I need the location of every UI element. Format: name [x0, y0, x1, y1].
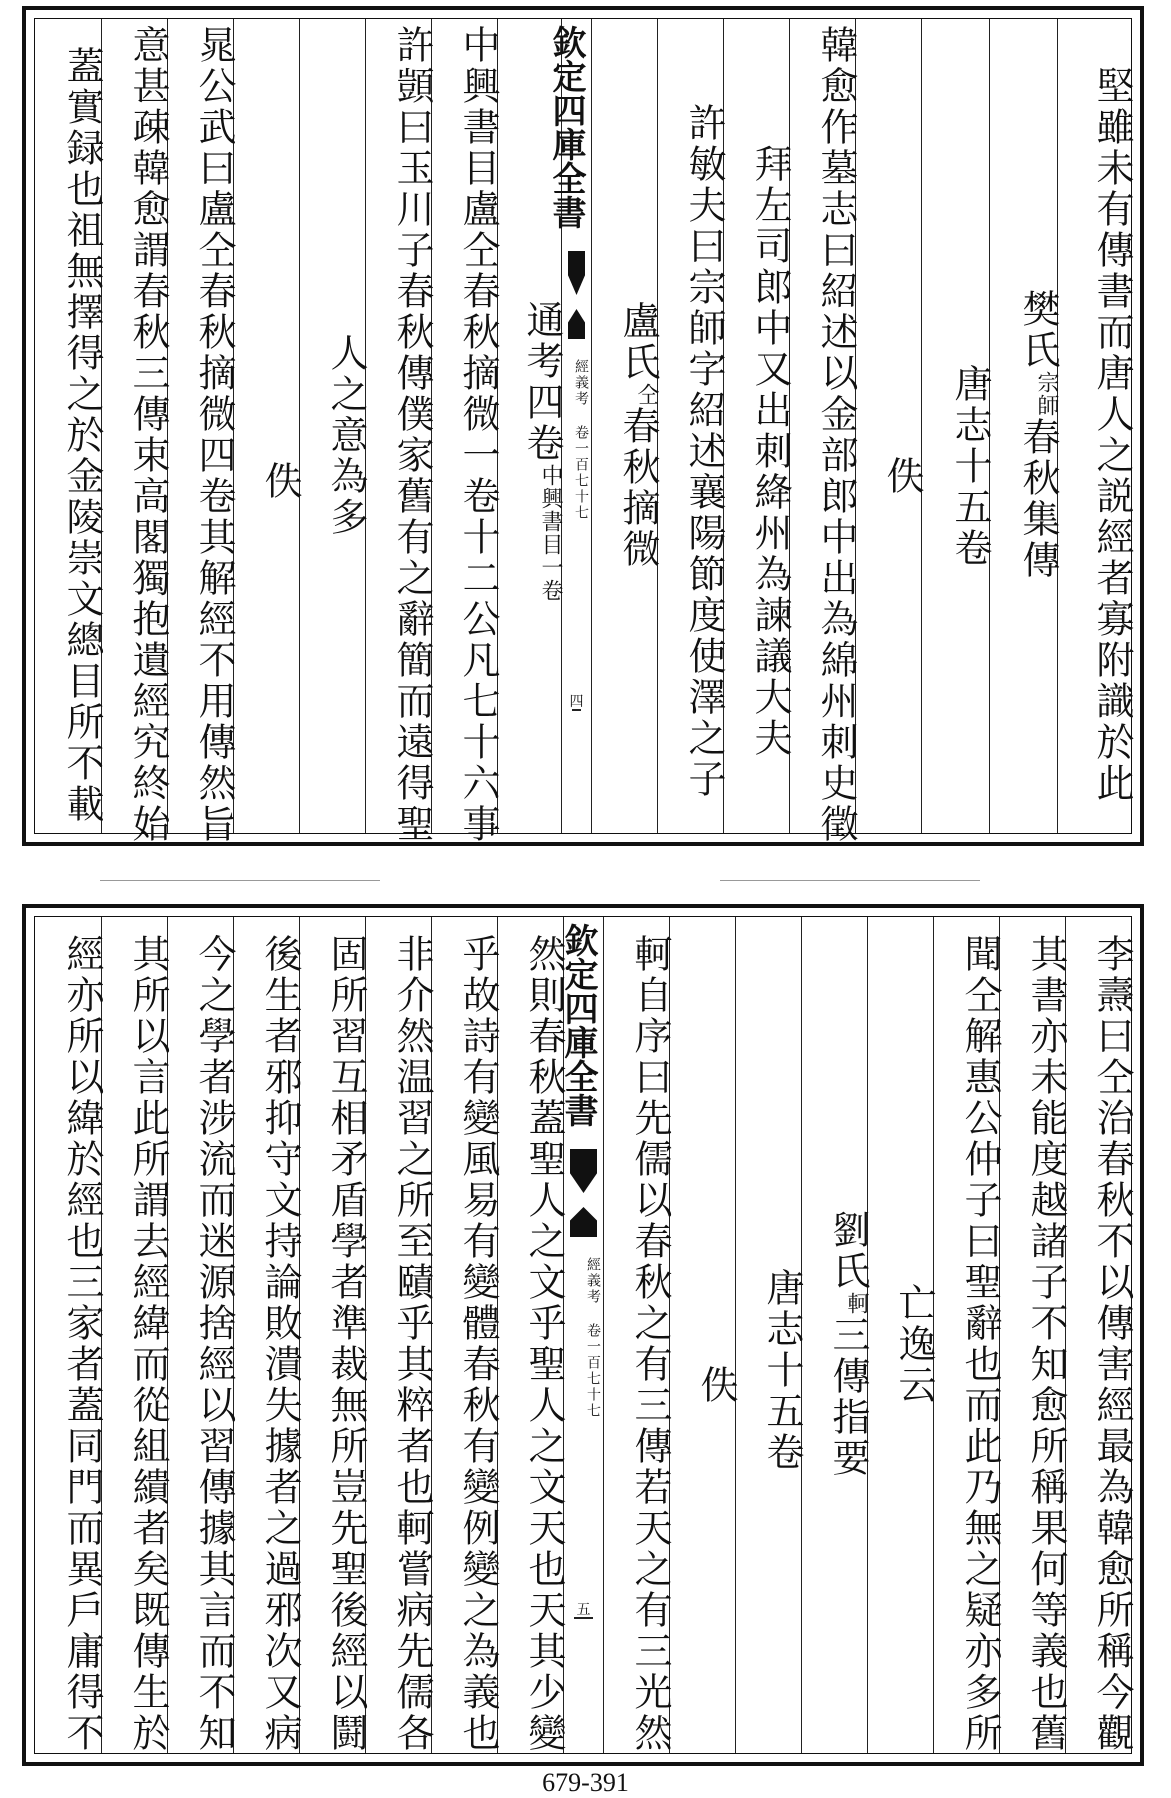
center-volume: 經義考 卷一百七十七	[585, 1257, 601, 1419]
fishtail-ornament	[570, 1207, 597, 1237]
text-column: 唐志十五卷	[735, 917, 801, 1753]
text-column: 唐志十五卷	[921, 19, 989, 833]
fishtail-ornament	[570, 1149, 597, 1193]
text-column: 其書亦未能度越諸子不知愈所稱果何等義也舊	[999, 917, 1065, 1753]
text-column: 堅雖未有傳書而唐人之説經者寡附識於此	[1057, 19, 1131, 833]
text-column: 中興書目盧仝春秋摘微一卷十二公凡七十六事	[431, 19, 497, 833]
lower-page-grid	[34, 916, 1132, 1754]
text-column: 然則春秋蓋聖人之文乎聖人之文天也天其少變	[497, 917, 563, 1753]
text-column: 盧氏 仝 春秋摘微	[591, 19, 657, 833]
text-column: 其所以言此所謂去經緯而從組繢者矣既傳生於	[101, 917, 167, 1753]
text-column: 軻自序曰先儒以春秋之有三傳若天之有三光然	[603, 917, 669, 1753]
center-page-number: 四	[569, 694, 584, 710]
center-volume: 經義考 卷一百七十七	[573, 359, 589, 521]
center-title: 欽定四庫全書	[558, 923, 598, 1127]
page-footer-number: 679-391	[542, 1768, 629, 1797]
scan-artifact-line	[100, 880, 380, 881]
text-column: 人之意為多	[299, 19, 365, 833]
text-column: 意甚疎韓愈謂春秋三傳束高閣獨抱遺經究終始	[101, 19, 167, 833]
text-column: 韓愈作墓志曰紹述以金部郎中出為綿州刺史徵	[789, 19, 855, 833]
text-column: 今之學者涉流而迷源捨經以習傳據其言而不知	[167, 917, 233, 1753]
text-column: 拜左司郎中又出刺絳州為諫議大夫	[723, 19, 789, 833]
upper-page-grid	[34, 18, 1134, 845]
center-fold	[558, 917, 603, 1753]
text-column: 固所習互相矛盾學者準裁無所豈先聖後經以鬪	[299, 917, 365, 1753]
text-column: 聞仝解惠公仲子曰聖辭也而此乃無之疑亦多所	[933, 917, 999, 1753]
text-column: 非介然温習之所至賾乎其粹者也軻嘗病先儒各	[365, 917, 431, 1753]
text-column: 許顗曰玉川子春秋傳僕家舊有之辭簡而遠得聖	[365, 19, 431, 833]
text-column: 經亦所以緯於經也三家者蓋同門而異戶庸得不	[60, 934, 104, 1754]
lower-page	[22, 904, 1144, 1766]
text-column: 劉氏 軻 三傳指要	[801, 917, 867, 1753]
text-column: 李燾曰仝治春秋不以傳害經最為韓愈所稱今觀	[1065, 917, 1131, 1753]
scan-artifact-line	[720, 880, 980, 881]
center-fold	[546, 19, 591, 833]
center-title: 欽定四庫全書	[546, 25, 586, 229]
text-column: 樊氏 宗師 春秋集傳	[989, 19, 1057, 833]
text-column: 後生者邪抑守文持論敗潰失據者之過邪次又病	[233, 917, 299, 1753]
text-column: 許敏夫曰宗師字紹述襄陽節度使澤之子	[657, 19, 723, 833]
text-column: 蓋實録也祖無擇得之於金陵崇文總目所不載	[60, 45, 104, 825]
text-column: 佚	[669, 917, 735, 1753]
text-column: 晁公武曰盧仝春秋摘微四卷其解經不用傳然旨	[167, 19, 233, 833]
text-column: 亡逸云	[867, 917, 933, 1753]
fishtail-ornament	[568, 251, 585, 295]
fishtail-ornament	[568, 309, 585, 339]
text-column: 佚	[855, 19, 921, 833]
text-column: 通考四卷 中興書目一卷	[497, 19, 561, 833]
center-page-number: 五	[576, 1602, 591, 1618]
text-column: 乎故詩有變風易有變體春秋有變例變之為義也	[431, 917, 497, 1753]
text-column: 佚	[233, 19, 299, 833]
upper-page	[22, 6, 1144, 846]
